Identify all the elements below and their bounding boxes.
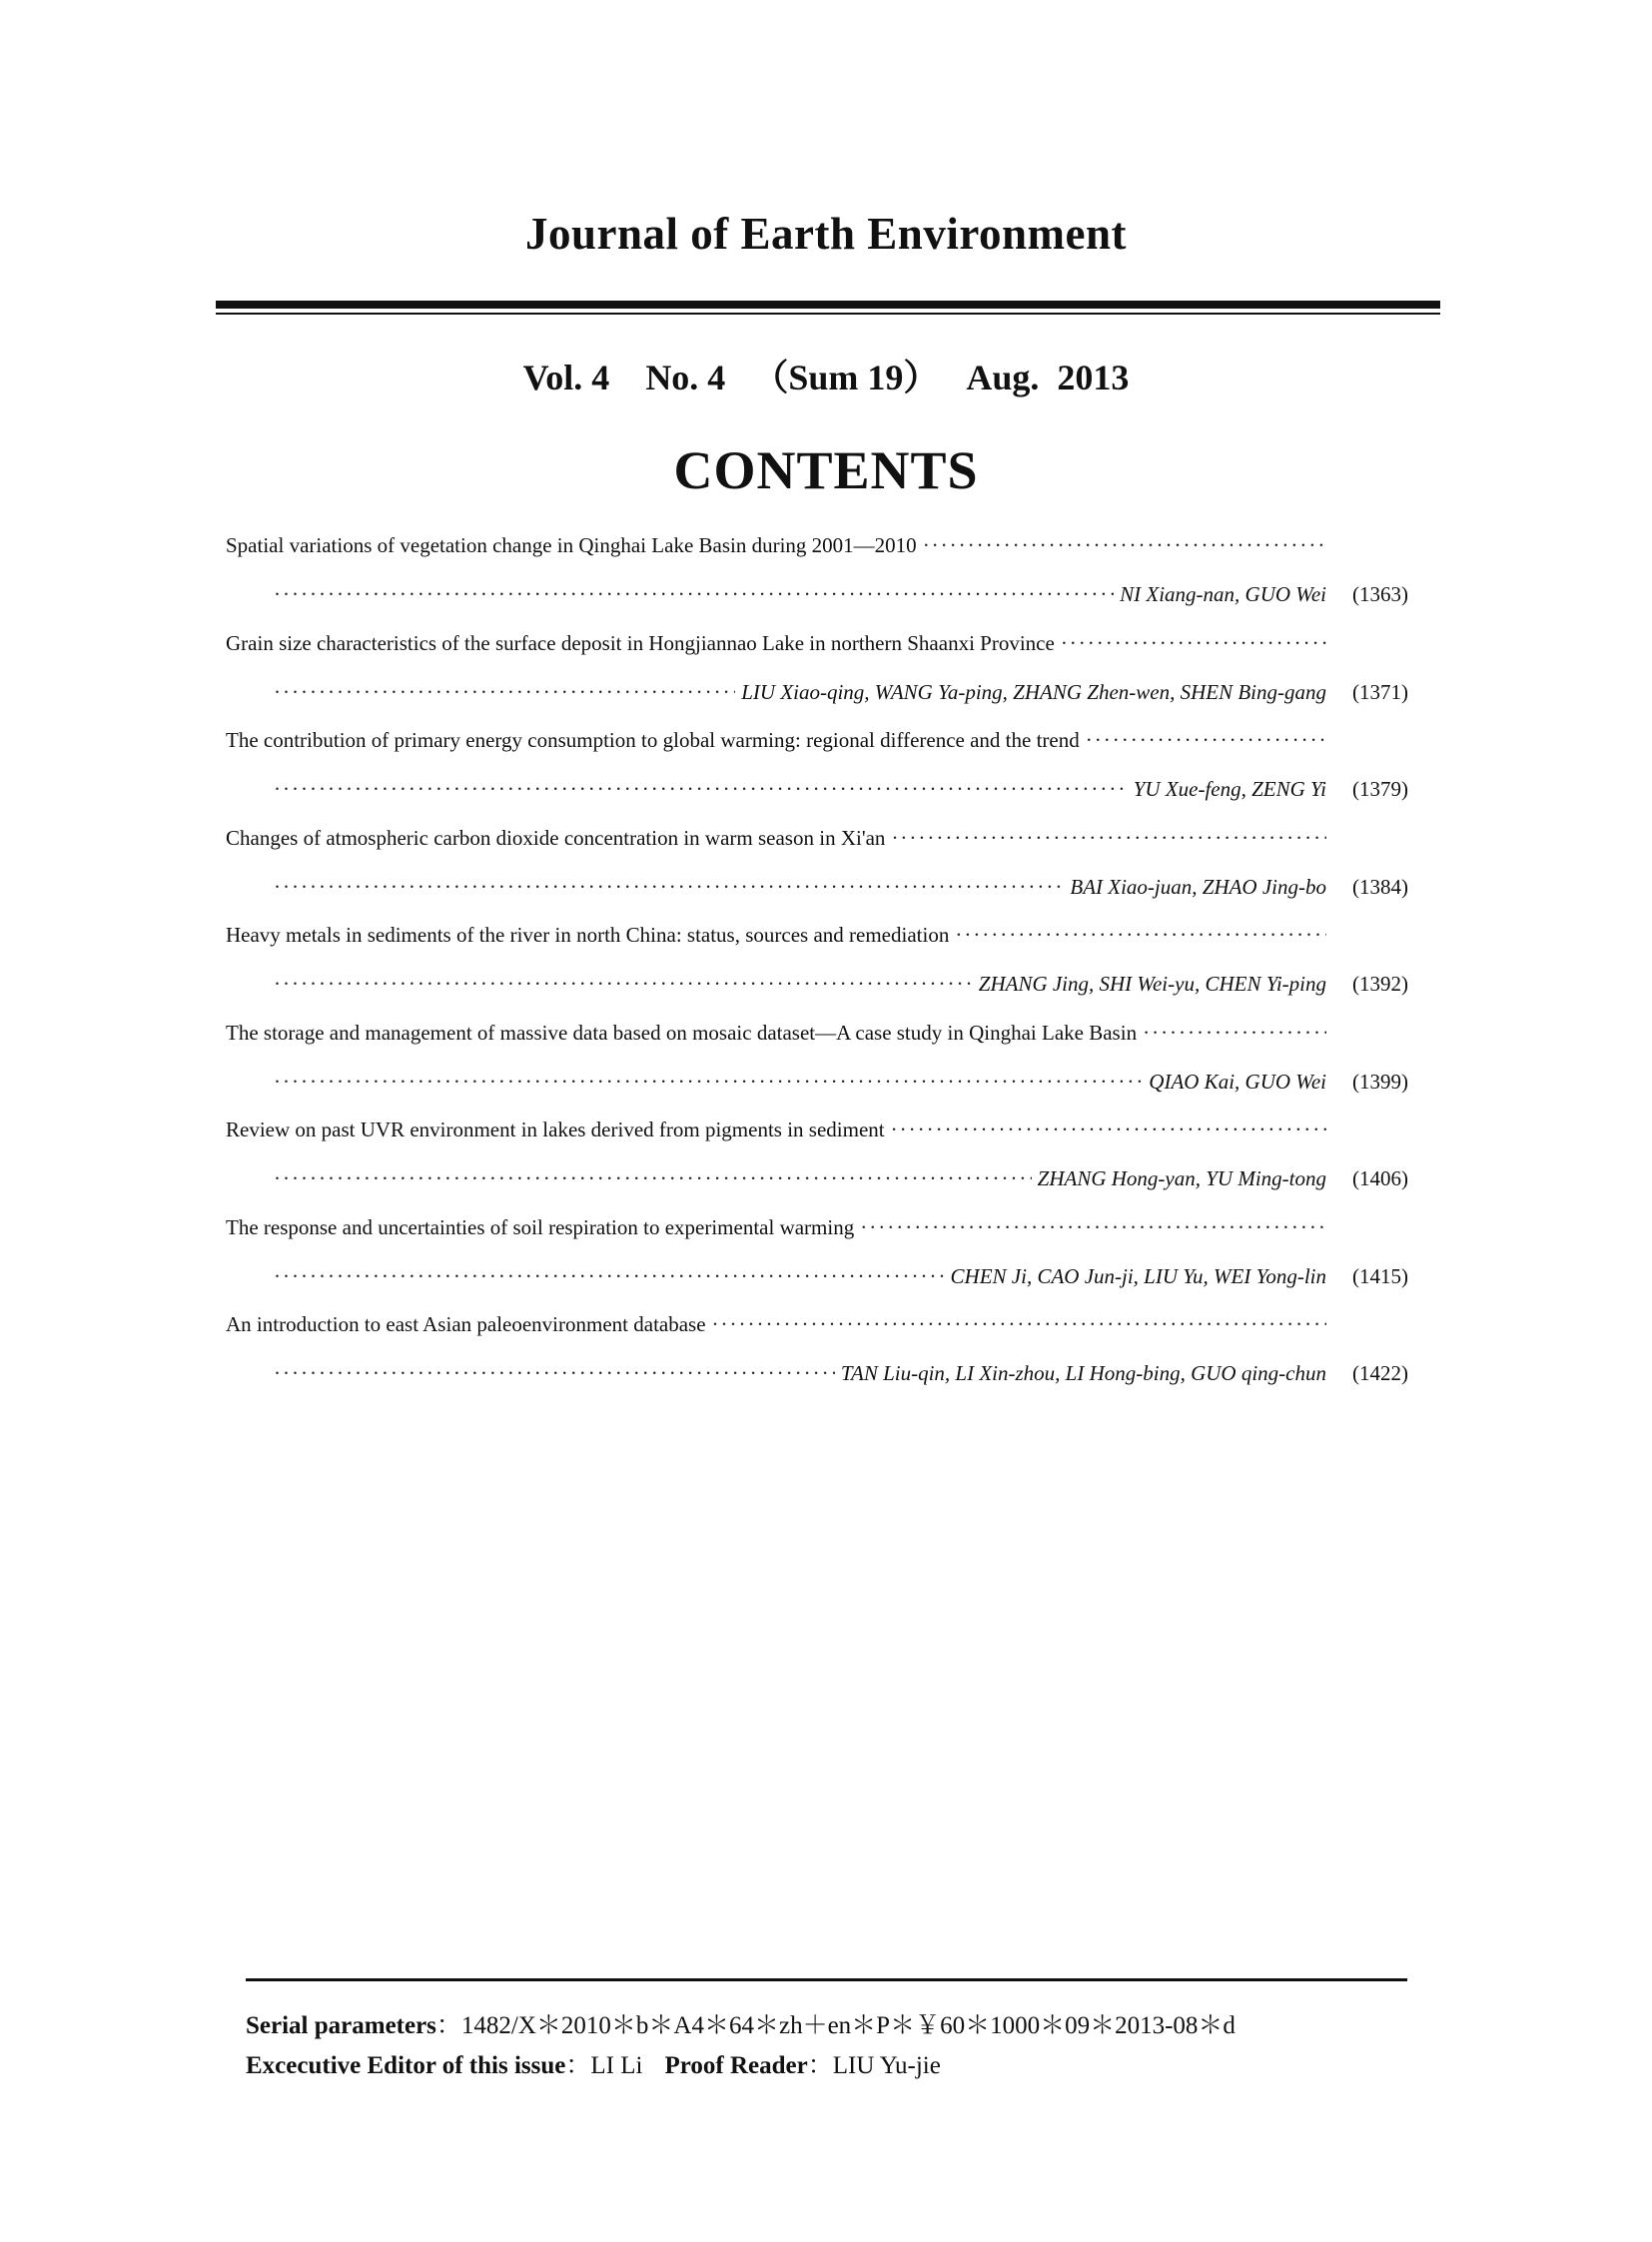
dot-leader	[274, 582, 1114, 607]
journal-title: Journal of Earth Environment	[525, 209, 1127, 259]
toc-entry[interactable]	[226, 728, 1444, 826]
dot-leader	[1061, 631, 1326, 656]
dot-leader	[274, 972, 973, 997]
issue-volume: Vol. 4	[522, 358, 610, 397]
dot-leader	[712, 1312, 1326, 1337]
colon: ：	[565, 2052, 591, 2079]
issue-sum: （Sum 19）	[752, 358, 940, 397]
toc-entry[interactable]	[226, 631, 1444, 729]
entry-page: (1371)	[1352, 679, 1408, 704]
dot-leader	[274, 1166, 1032, 1191]
contents-heading: CONTENTS	[673, 440, 979, 500]
serial-parameters-line	[246, 2005, 1424, 2045]
serial-value: 1482/X＊2010＊b＊A4＊64＊zh＋en＊P＊￥60＊1000＊09＊2013-08＊d	[460, 2012, 1236, 2039]
entry-title: The storage and management of massive data based on mosaic dataset—A case study in Qinghai Lake Basin	[226, 1020, 1138, 1045]
entry-title: The response and uncertainties of soil respiration to experimental warming	[226, 1214, 855, 1239]
serial-label: Serial parameters	[246, 2012, 436, 2039]
entry-page: (1399)	[1352, 1069, 1408, 1094]
issue-line	[0, 350, 1652, 400]
entry-page: (1363)	[1352, 582, 1408, 606]
entry-page: (1384)	[1352, 874, 1408, 899]
entry-page: (1406)	[1352, 1166, 1408, 1190]
dot-leader	[891, 826, 1326, 851]
editor-line	[246, 2045, 1424, 2085]
footer-rule	[246, 1978, 1407, 1981]
toc-entry[interactable]	[226, 826, 1444, 924]
header-rule-thin	[216, 313, 1440, 315]
entry-authors: ZHANG Hong-yan, YU Ming-tong	[1037, 1166, 1326, 1190]
dot-leader	[1086, 728, 1326, 753]
entry-title: Spatial variations of vegetation change in Qinghai Lake Basin during 2001—2010	[226, 533, 917, 557]
dot-leader	[274, 1264, 945, 1289]
editor-value: LI Li	[590, 2052, 643, 2079]
entry-authors: BAI Xiao-juan, ZHAO Jing-bo	[1070, 874, 1326, 899]
table-of-contents	[226, 533, 1444, 1410]
entry-authors: QIAO Kai, GUO Wei	[1149, 1069, 1326, 1094]
toc-entry[interactable]	[226, 1021, 1444, 1119]
dot-leader	[1143, 1021, 1326, 1046]
entry-title: An introduction to east Asian paleoenvironment database	[226, 1312, 706, 1336]
toc-entry[interactable]	[226, 1312, 1444, 1410]
entry-page: (1392)	[1352, 972, 1408, 996]
dot-leader	[274, 1361, 835, 1386]
colon: ：	[807, 2052, 833, 2079]
entry-page: (1379)	[1352, 777, 1408, 801]
entry-title: Review on past UVR environment in lakes derived from pigments in sediment	[226, 1118, 885, 1141]
dot-leader	[274, 875, 1064, 900]
editor-label: Excecutive Editor of this issue	[246, 2052, 566, 2079]
dot-leader	[860, 1215, 1326, 1240]
header-rule-thick	[216, 301, 1440, 309]
entry-authors: LIU Xiao-qing, WANG Ya-ping, ZHANG Zhen-wen, SHEN Bing-gang	[741, 679, 1326, 704]
dot-leader	[923, 533, 1326, 558]
entry-title: Changes of atmospheric carbon dioxide concentration in warm season in Xi'an	[226, 825, 886, 850]
entry-authors: NI Xiang-nan, GUO Wei	[1120, 582, 1326, 606]
issue-number: No. 4	[645, 358, 726, 397]
toc-entry[interactable]	[226, 1215, 1444, 1313]
proof-reader-label: Proof Reader	[664, 2052, 808, 2079]
dot-leader	[274, 680, 735, 705]
entry-authors: ZHANG Jing, SHI Wei-yu, CHEN Yi-ping	[978, 972, 1326, 996]
proof-reader-value: LIU Yu-jie	[832, 2052, 941, 2079]
dot-leader	[274, 1070, 1143, 1095]
entry-title: Grain size characteristics of the surface deposit in Hongjiannao Lake in northern Shaanxi Province	[226, 630, 1055, 655]
toc-entry[interactable]	[226, 533, 1444, 631]
entry-authors: TAN Liu-qin, LI Xin-zhou, LI Hong-bing, GUO qing-chun	[840, 1361, 1326, 1385]
dot-leader	[891, 1118, 1326, 1142]
issue-date: Aug. 2013	[966, 358, 1130, 397]
entry-authors: YU Xue-feng, ZENG Yi	[1133, 777, 1326, 801]
entry-title: The contribution of primary energy consumption to global warming: regional difference and the trend	[226, 728, 1080, 752]
entry-page: (1422)	[1352, 1361, 1408, 1385]
entry-page: (1415)	[1352, 1263, 1408, 1288]
entry-title: Heavy metals in sediments of the river in north China: status, sources and remediation	[226, 923, 950, 947]
footer	[246, 2005, 1424, 2085]
toc-entry[interactable]	[226, 1118, 1444, 1215]
colon: ：	[435, 2012, 461, 2039]
dot-leader	[955, 923, 1326, 948]
dot-leader	[274, 777, 1128, 802]
entry-authors: CHEN Ji, CAO Jun-ji, LIU Yu, WEI Yong-lin	[950, 1263, 1326, 1288]
toc-entry[interactable]	[226, 923, 1444, 1021]
